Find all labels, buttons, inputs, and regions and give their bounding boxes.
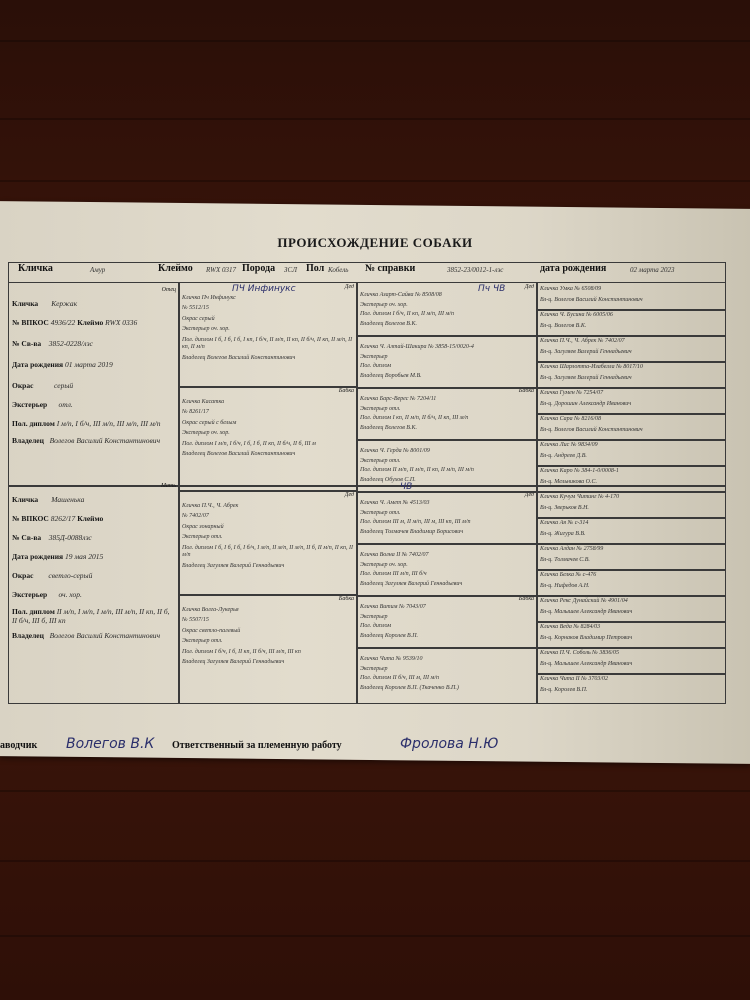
mother-vpkos-label: № ВПКОС — [12, 514, 49, 523]
gen3-row: Кличка Ч. Герда № 8001/09 — [360, 448, 430, 454]
grandparent-row: № 8261/17 — [182, 409, 209, 415]
mother-block: Мать Кличка Машенька № ВПКОС 8262/17 Клеймо № Св-ва 385Д-0088лзс Дата рождения 19 мая 2015 Окрас светло-серый Экстерьер оч. хор. Пол. диплом II м/п, I м/п, I м/п, III м/п, II кп, II б, II б/ч, III б, III кп Владелец Волегов Василий Константинович — [12, 483, 176, 640]
father-brand-label: Клеймо — [77, 318, 104, 327]
mother-dipl-label: Пол. диплом — [12, 607, 55, 616]
gen4-owner: Вл-ц. Загуляев Валерий Геннадьевич — [540, 348, 632, 355]
gen4-owner: Вл-ц. Корнаков Владимир Петрович — [540, 634, 633, 641]
mother-owner-label: Владелец — [12, 631, 44, 640]
grandparent-row: Окрас зонарный — [182, 523, 224, 530]
grandparent-divider — [178, 594, 358, 596]
gen3-block — [360, 388, 534, 438]
handwritten-grand-mark: ЧВ — [400, 482, 413, 492]
gen3-row: Кличка Витим № 7043/07 — [360, 604, 426, 610]
gen4-name: Кличка П.Ч. Соболь № 3836/05 — [540, 650, 620, 656]
gen4-divider — [536, 595, 726, 597]
gen3-row: Экстерьер отл. — [360, 405, 401, 412]
gen3-row: Экстерьер оч. хор. — [360, 301, 408, 308]
grandparent-section: Бабка — [338, 596, 354, 602]
gen4-owner: Вл-ц. Мельникова О.С. — [540, 478, 598, 485]
gen4-block — [540, 544, 722, 568]
gen4-owner: Вл-ц. Волегов Василий Константинович — [540, 426, 643, 433]
grandparent-row: Окрас серый с белым — [182, 419, 237, 426]
grandparent-block — [182, 388, 354, 488]
father-sv-label: № Св-ва — [12, 339, 42, 348]
grandparent-row: № 5512/15 — [182, 305, 209, 311]
gen4-block — [540, 414, 722, 438]
gen3-divider — [356, 595, 538, 597]
father-dob: 01 марта 2019 — [65, 360, 113, 369]
gen3-block — [360, 336, 534, 386]
gen4-block — [540, 310, 722, 334]
gen4-divider — [536, 517, 726, 519]
gen3-row: Экстерьер отл. — [360, 457, 401, 464]
gen3-row: Экстерьер отл. — [360, 509, 401, 516]
gen4-divider — [536, 335, 726, 337]
grandparent-row: Экстерьер отл. — [182, 534, 223, 540]
father-dipl-label: Пол. диплом — [12, 419, 55, 428]
gen4-owner: Вл-ц. Зверьков В.Н. — [540, 504, 589, 511]
gen4-owner: Вл-ц. Нифедов А.Н. — [540, 582, 590, 589]
gen4-divider — [536, 439, 726, 441]
document-header — [10, 263, 710, 281]
grandparent-row: Пол. диплом I б/ч, I б, II кп, II б/ч, III м/п, III кп — [182, 648, 301, 655]
gen4-name: Кличка Чита II № 3703/02 — [540, 676, 608, 682]
gen3-row: Пол. диплом — [360, 623, 392, 629]
header-name-label: Кличка — [18, 263, 53, 274]
mother-color-label: Окрас — [12, 571, 34, 580]
gen3-divider — [356, 439, 538, 441]
mother-sv-label: № Св-ва — [12, 533, 42, 542]
header-cert-value: 3852-23/0012-1-лзс — [447, 266, 504, 274]
gen3-row: Пол. диплом I кп, II м/п, II б/ч, II кп, III м/п — [360, 415, 469, 421]
gen3-row: Пол. диплом I б/ч, II кп, II м/п, III м/п — [360, 311, 454, 317]
gen4-owner: Вл-ц. Малышев Александр Иванович — [540, 660, 633, 667]
grandparent-row: Владелец Волегов Василий Константинович — [182, 354, 296, 361]
gen4-divider — [536, 465, 726, 467]
gen3-row: Кличка Барс-Верес № 7204/11 — [360, 396, 437, 402]
gen3-row: Пол. диплом II м/п, II м/п, II кп, II м/п, III м/п — [360, 467, 474, 473]
gen3-row: Владелец Королев В.П. — [360, 632, 419, 639]
mother-dipl: II м/п, I м/п, I м/п, III м/п, II кп, II б, II б/ч, III б, III кп — [12, 607, 170, 625]
gen3-row: Пол. диплом III м/п, III б/ч — [360, 571, 427, 577]
gen3-row: Владелец Волегов В.К. — [360, 424, 417, 431]
mother-dob-label: Дата рождения — [12, 552, 64, 561]
header-cert-label: № справки — [365, 263, 416, 274]
gen4-owner: Вл-ц. Толмачев С.В. — [540, 556, 590, 563]
gen4-divider — [536, 387, 726, 389]
grandparent-section: Дед — [344, 492, 354, 498]
gen3-divider — [356, 491, 538, 493]
gen4-owner: Вл-ц. Андреев Д.В. — [540, 452, 587, 459]
header-brand-value: RWX 0317 — [206, 266, 237, 274]
gen4-name: Кличка Шарлотта-Изабелла № 8017/10 — [540, 364, 643, 370]
grandparent-row: Владелец Загуляев Валерий Геннадьевич — [182, 562, 285, 569]
gen3-section: Дед — [524, 492, 534, 498]
gen4-owner: Вл-ц. Волегов В.К. — [540, 322, 587, 329]
mother-ext-label: Экстерьер — [12, 590, 48, 599]
gen3-block — [360, 544, 534, 594]
header-dob-value: 02 марта 2023 — [630, 266, 675, 274]
gen3-row: Экстерьер — [360, 613, 388, 620]
grandparent-row: № 7402/07 — [182, 513, 209, 519]
gen3-block — [360, 440, 534, 490]
grandparent-row: Кличка Пч Инфинукс — [182, 294, 236, 301]
handwritten-father-mark: Пч ЧВ — [478, 284, 506, 294]
father-sv: 3852-0228/лзс — [48, 339, 93, 348]
gen3-row: Кличка Азарт-Сайва № 8508/08 — [360, 292, 442, 298]
gen3-divider — [356, 647, 538, 649]
gen3-section: Бабка — [518, 388, 534, 394]
grandparent-row: Окрас серый — [182, 315, 215, 322]
father-section: Отец — [161, 287, 176, 293]
header-sex-value: Кобель — [328, 266, 349, 274]
grandparent-section: Бабка — [338, 388, 354, 394]
grandparent-row: Владелец Загуляев Валерий Геннадьевич — [182, 659, 285, 665]
gen3-row: Пол. диплом — [360, 363, 392, 369]
gen3-row: Владелец Загуляев Валерий Геннадьевич — [360, 580, 463, 587]
father-owner: Волегов Василий Константинович — [49, 436, 161, 445]
gen4-name: Кличка Ая № с-314 — [540, 520, 589, 526]
gen3-row: Экстерьер — [360, 665, 388, 672]
gen4-name: Кличка Веда № 8284/03 — [540, 624, 601, 630]
gen3-block — [360, 492, 534, 542]
gen3-row: Владелец Воробьев М.В. — [360, 372, 422, 379]
gen4-block — [540, 648, 722, 672]
gen4-owner: Вл-ц. Волегов Василий Константинович — [540, 296, 643, 303]
gen4-block — [540, 674, 722, 698]
gen4-block — [540, 622, 722, 646]
grandparent-row: Пол. диплом I м/п, I б/ч, I б, I б, II кп, II б/ч, II б, III м — [182, 440, 316, 447]
gen4-divider — [536, 647, 726, 649]
mother-section: Мать — [161, 483, 176, 489]
gen3-block — [360, 284, 534, 334]
grandparent-row: Окрас светло-палевый — [182, 627, 241, 634]
gen3-divider — [356, 543, 538, 545]
gen3-row: Кличка Ч. Амет № 4513/03 — [360, 500, 430, 506]
grandparent-row: № 5507/15 — [182, 617, 209, 623]
grandparent-row: Владелец Волегов Василий Константинович — [182, 451, 296, 457]
gen4-name: Кличка Гумен № 7254/07 — [540, 390, 604, 396]
header-sex-label: Пол — [306, 263, 325, 274]
handwritten-father-name: ПЧ Инфинукс — [232, 284, 296, 294]
grandparent-row: Кличка П.Ч., Ч. Абрек — [182, 502, 239, 509]
grandparent-block — [182, 596, 354, 696]
mother-color: светло-серый — [48, 571, 93, 580]
gen3-block — [360, 596, 534, 646]
father-brand: RWX 0336 — [105, 318, 138, 327]
father-ext-label: Экстерьер — [12, 400, 48, 409]
grandparent-block — [182, 492, 354, 592]
gen3-row: Кличка Волна II № 7402/07 — [360, 552, 429, 558]
grandparent-row: Экстерьер оч. хор. — [182, 326, 230, 332]
breeder-signature: Волегов В.К — [66, 736, 155, 752]
gen3-row: Экстерьер оч. хор. — [360, 561, 408, 568]
gen4-block — [540, 336, 722, 360]
header-breed-label: Порода — [242, 263, 276, 274]
mother-name: Машенька — [51, 495, 85, 504]
gen4-name: Кличка Ч. Бусина № 6005/06 — [540, 312, 613, 318]
mother-owner: Волегов Василий Константинович — [49, 631, 161, 640]
gen4-divider — [536, 309, 726, 311]
father-color: серый — [54, 381, 74, 390]
mother-dob: 19 мая 2015 — [65, 552, 104, 561]
gen4-name: Кличка П.Ч., Ч. Абрек № 7402/07 — [540, 338, 625, 344]
header-dob-label: дата рождения — [540, 263, 607, 274]
grandparent-row: Экстерьер отл. — [182, 638, 223, 644]
gen4-name: Кличка Сара № 8216/08 — [540, 416, 601, 422]
gen4-block — [540, 570, 722, 594]
father-name: Кержак — [51, 299, 78, 308]
father-name-label: Кличка — [12, 299, 39, 308]
gen3-section: Бабка — [518, 596, 534, 602]
grandparent-row: Пол. диплом I б, I б, I б, I б/ч, I м/п, II м/п, II м/п, II б, II м/п, II кп, II м/п — [182, 544, 353, 558]
grandparent-row: Кличка Касатка — [182, 398, 225, 405]
gen4-divider — [536, 413, 726, 415]
gen4-owner: Вл-ц. Королев В.П. — [540, 686, 588, 693]
gen3-row: Владелец Волегов В.К. — [360, 320, 417, 327]
header-breed-value: ЗСЛ — [284, 266, 297, 274]
grandparent-row: Экстерьер оч. хор. — [182, 430, 230, 436]
gen3-section: Дед — [524, 284, 534, 290]
gen3-row: Кличка Чита № 9539/10 — [360, 656, 423, 662]
gen3-row: Владелец Королев В.П. (Ткаченко В.П.) — [360, 684, 459, 691]
signature-footer — [0, 738, 750, 760]
father-ext: отл. — [58, 400, 73, 409]
gen3-row: Владелец Толмачев Владимир Борисович — [360, 528, 464, 535]
mother-ext: оч. хор. — [58, 590, 82, 599]
gen3-row: Владелец Обухов С.П. — [360, 476, 416, 483]
mother-sv: 385Д-0088лзс — [48, 533, 92, 542]
gen4-block — [540, 596, 722, 620]
gen4-divider — [536, 621, 726, 623]
gen3-row: Пол. диплом II б/ч, III м, III м/п — [360, 675, 439, 681]
gen4-block — [540, 518, 722, 542]
gen4-name: Кличка Каро № 384-1-0/0008-1 — [540, 468, 619, 474]
gen4-divider — [536, 543, 726, 545]
father-owner-label: Владелец — [12, 436, 44, 445]
breeder-label: аводчик — [0, 740, 38, 751]
gen4-owner: Вл-ц. Загуляев Валерий Геннадьевич — [540, 374, 632, 381]
gen3-block — [360, 648, 534, 698]
father-dipl: I м/п, I б/ч, III м/п, III м/п, III м/п — [56, 419, 161, 428]
gen4-name: Кличка Белка № с-476 — [540, 572, 597, 578]
responsible-signature: Фролова Н.Ю — [400, 736, 499, 752]
gen4-name: Кличка Рекс Дунайский № 4901/04 — [540, 598, 628, 604]
gen4-owner: Вл-ц. Жигура В.В. — [540, 530, 586, 537]
gen4-name: Кличка Кучум Читинг № 4-170 — [540, 494, 620, 500]
mother-vpkos: 8262/17 — [50, 514, 76, 523]
header-name-value: Амур — [90, 266, 106, 274]
grandparent-row: Пол. диплом I б, I б, I б, I кп, I б/ч, II м/п, II кп, II б/ч, II кп, II м/п, II кп, II м/п — [182, 336, 353, 350]
father-block — [12, 286, 176, 445]
father-vpkos: 4936/22 — [50, 318, 76, 327]
gen4-block — [540, 284, 722, 308]
grandparent-divider — [178, 490, 358, 492]
header-brand-label: Клеймо — [158, 263, 193, 274]
gen4-divider — [536, 673, 726, 675]
gen4-divider — [536, 569, 726, 571]
gen3-divider — [356, 335, 538, 337]
father-dob-label: Дата рождения — [12, 360, 64, 369]
gen3-row: Пол. диплом III м, II м/п, III м, III кп, III м/п — [360, 519, 471, 525]
responsible-label: Ответственный за племенную работу — [172, 740, 342, 751]
father-vpkos-label: № ВПКОС — [12, 318, 49, 327]
gen3-row: Кличка Ч. Алтай-Шакира № 3858-15/0020-4 — [360, 344, 474, 350]
gen4-block — [540, 466, 722, 490]
gen4-name: Кличка Умка № 6508/09 — [540, 286, 602, 292]
gen4-owner: Вл-ц. Дорошин Александр Иванович — [540, 400, 632, 407]
gen4-block — [540, 362, 722, 386]
gen4-block — [540, 388, 722, 412]
gen4-name: Кличка Алдан № 2758/99 — [540, 546, 604, 552]
grandparent-row: Кличка Волга-Лукерья — [182, 606, 239, 613]
gen4-divider — [536, 361, 726, 363]
grandparent-block — [182, 284, 354, 384]
gen3-divider — [356, 387, 538, 389]
gen4-block — [540, 440, 722, 464]
gen4-block — [540, 492, 722, 516]
gen4-owner: Вл-ц. Малышев Александр Иванович — [540, 608, 633, 615]
grandparent-section: Дед — [344, 284, 354, 290]
grandparent-divider — [178, 386, 358, 388]
gen3-row: Экстерьер — [360, 353, 388, 360]
gen4-name: Кличка Лис № 9834/09 — [540, 442, 598, 448]
gen4-divider — [536, 491, 726, 493]
mother-name-label: Кличка — [12, 495, 39, 504]
document-title: ПРОИСХОЖДЕНИЕ СОБАКИ — [277, 235, 473, 250]
father-color-label: Окрас — [12, 381, 34, 390]
